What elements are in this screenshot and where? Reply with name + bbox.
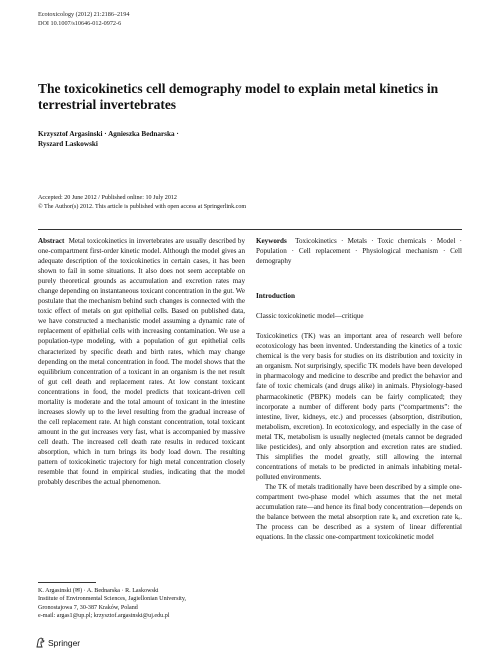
author-affiliation bbox=[38, 587, 248, 621]
publication-dates bbox=[38, 194, 246, 211]
keywords-text: Toxicokinetics · Metals · Toxic chemicals · Model · Population · Cell replacement · Physiological mechanism · Cell demography bbox=[256, 237, 462, 266]
keywords bbox=[256, 236, 462, 266]
intro-paragraph-2: The TK of metals traditionally have been described by a simple one-compartment two-phase model which assumes that the net metal accumulation rate—and hence its final body concentration—depends on the balance between the metal absorption rate kₐ and excretion rate kₑ. The process can be described as a system of linear differential equations. In the classic one-compartment toxicokinetic model bbox=[256, 482, 462, 542]
article-title: The toxicokinetics cell demography model to explain metal kinetics in terrestrial invertebrates bbox=[38, 81, 439, 112]
accepted-date: Accepted: 20 June 2012 / Published online: 10 July 2012 bbox=[38, 195, 177, 201]
subsection-heading: Classic toxicokinetic model—critique bbox=[256, 312, 364, 321]
doi[interactable]: DOI 10.1007/s10646-012-0972-6 bbox=[38, 20, 122, 27]
keywords-label: Keywords bbox=[256, 237, 287, 245]
affiliation-address: Gronostajowa 7, 30-387 Kraków, Poland bbox=[38, 604, 138, 611]
journal-citation: Ecotoxicology (2012) 21:2186–2194 bbox=[38, 11, 130, 18]
top-divider bbox=[38, 229, 462, 230]
right-column bbox=[256, 236, 462, 542]
affiliation-names: K. Argasinski (✉) · A. Bednarska · R. Laskowski bbox=[38, 588, 159, 594]
abstract bbox=[38, 236, 245, 487]
journal-header bbox=[38, 10, 129, 28]
abstract-label: Abstract bbox=[38, 237, 65, 245]
intro-paragraph-1: Toxicokinetics (TK) was an important area of research well before ecotoxicology has been invented. Understanding the kinetics of a toxic chemical is the very basis for studies on its distribution and toxicity in an organism. Not surprisingly, specific TK models have been developed in pharmacology and medicine to describe and predict the behavior and fate of toxic chemicals (and drugs alike) in animals. Physiology-based pharmacokinetic (PBPK) models can be fairly complicated; they incorporate a number of different body parts (“compartments”: the intestine, liver, kidneys, etc.) and processes (absorption, distribution, metabolism, excretion). In ecotoxicology, and especially in the case of metal TK, metabolism is usually neglected (metals cannot be degraded like pesticides), and only absorption and excretion rates are studied. This simplifies the model greatly, still allowing the internal concentrations of metals to be predicted in animals inhabiting metal-polluted environments. bbox=[256, 332, 462, 481]
publisher-name: Springer bbox=[48, 637, 81, 648]
footnote-divider bbox=[38, 582, 96, 583]
authors-line-1: Krzysztof Argasinski · Agnieszka Bednarska · bbox=[38, 130, 179, 138]
affiliation-email[interactable]: e-mail: argas1@up.pl; krzysztof.argasinski@uj.edu.pl bbox=[38, 613, 170, 620]
abstract-text: Metal toxicokinetics in invertebrates are usually described by one-compartment first-order kinetic model. Although the model gives an adequate description of the toxicokinetics in certain cases, it has been shown to fail in some situations. It also does not seem acceptable on purely theoretical grounds as accumulation and excretion rates may change depending on instantaneous toxicant concentration in the gut. We postulate that the mechanism behind such changes is connected with the toxic effect of metals on gut epithelial cells. Based on published data, we have constructed a mechanistic model assuming a dynamic rate of replacement of epithelial cells with increasing contamination. We use a population-type modeling, with a population of gut epithelial cells characterized by specific death and birth rates, which may change depending on the metal concentration in food. The model shows that the equilibrium concentration of a toxicant in an organism is the net result of gut cell death and replacement rates. At low constant toxicant concentrations in food, the model predicts that toxicant-driven cell mortality is moderate and the total amount of toxicant in the intestine increases slowly up to the level resulting from the gradual increase of the cell replacement rate. At high constant concentration, total toxicant amount in the gut increases very fast, what is accompanied by massive cell death. The increased cell death rate results in reduced toxicant absorption, which in turn brings its body load down. The resulting pattern of toxicokinetic trajectory for high metal concentration closely resemble that found in empirical studies, indicating that the model probably describes the actual phenomenon. bbox=[38, 237, 245, 487]
publisher-logo bbox=[36, 637, 80, 648]
authors-line-2: Ryszard Laskowski bbox=[38, 140, 98, 148]
springer-horse-icon bbox=[36, 637, 45, 648]
affiliation-institute: Institute of Environmental Sciences, Jagiellonian University, bbox=[38, 596, 187, 603]
author-list bbox=[38, 129, 338, 149]
copyright-line: © The Author(s) 2012. This article is published with open access at Springerlink.com bbox=[38, 203, 247, 210]
section-heading-introduction: Introduction bbox=[256, 292, 296, 301]
